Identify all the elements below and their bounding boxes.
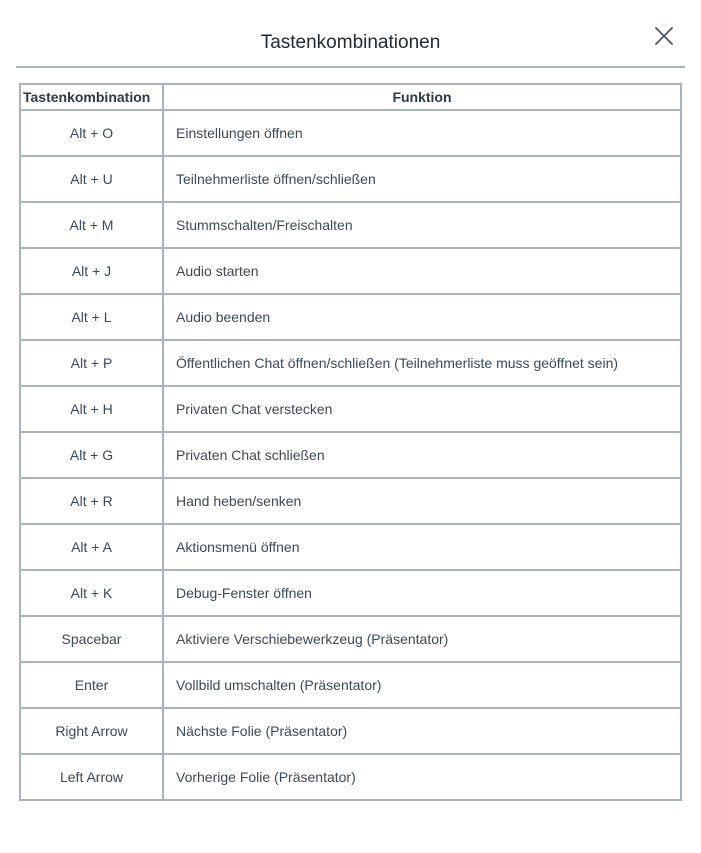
shortcut-key-cell: Alt + G [20, 432, 163, 478]
table-row [20, 708, 681, 754]
shortcut-function-cell: Einstellungen öffnen [163, 110, 681, 156]
dialog-title: Tastenkombinationen [260, 32, 441, 53]
table-row [20, 570, 681, 616]
shortcut-key-cell: Alt + O [20, 110, 163, 156]
table-body [20, 110, 681, 800]
shortcuts-table [19, 83, 682, 801]
shortcut-function-cell: Aktiviere Verschiebewerkzeug (Präsentator) [163, 616, 681, 662]
shortcut-key-cell: Alt + M [20, 202, 163, 248]
table-row [20, 616, 681, 662]
column-header-function: Funktion [163, 84, 681, 110]
shortcut-function-cell: Vollbild umschalten (Präsentator) [163, 662, 681, 708]
shortcut-function-cell: Aktionsmenü öffnen [163, 524, 681, 570]
table-header-row [20, 84, 681, 110]
table-row [20, 202, 681, 248]
table-row [20, 524, 681, 570]
table-row [20, 386, 681, 432]
shortcut-key-cell: Alt + L [20, 294, 163, 340]
table-row [20, 248, 681, 294]
table-row [20, 478, 681, 524]
table-row [20, 662, 681, 708]
shortcut-function-cell: Teilnehmerliste öffnen/schließen [163, 156, 681, 202]
table-row [20, 110, 681, 156]
shortcut-function-cell: Debug-Fenster öffnen [163, 570, 681, 616]
table-row [20, 294, 681, 340]
shortcut-function-cell: Öffentlichen Chat öffnen/schließen (Teilnehmerliste muss geöffnet sein) [163, 340, 681, 386]
shortcut-function-cell: Hand heben/senken [163, 478, 681, 524]
shortcut-key-cell: Alt + K [20, 570, 163, 616]
table-row [20, 156, 681, 202]
shortcut-key-cell: Enter [20, 662, 163, 708]
table-row [20, 340, 681, 386]
shortcut-function-cell: Audio starten [163, 248, 681, 294]
column-header-shortcut: Tastenkombination [20, 84, 163, 110]
shortcut-key-cell: Alt + A [20, 524, 163, 570]
shortcut-key-cell: Alt + R [20, 478, 163, 524]
shortcut-function-cell: Privaten Chat verstecken [163, 386, 681, 432]
shortcut-function-cell: Nächste Folie (Präsentator) [163, 708, 681, 754]
shortcut-key-cell: Alt + H [20, 386, 163, 432]
shortcut-key-cell: Right Arrow [20, 708, 163, 754]
dialog-header [16, 0, 685, 68]
shortcut-key-cell: Left Arrow [20, 754, 163, 800]
shortcut-key-cell: Alt + P [20, 340, 163, 386]
shortcut-key-cell: Alt + U [20, 156, 163, 202]
table-row [20, 432, 681, 478]
close-icon [651, 23, 677, 49]
shortcut-key-cell: Spacebar [20, 616, 163, 662]
shortcut-function-cell: Stummschalten/Freischalten [163, 202, 681, 248]
table-row [20, 754, 681, 800]
close-button[interactable] [651, 23, 677, 49]
shortcuts-table-container [19, 83, 680, 801]
shortcut-function-cell: Audio beenden [163, 294, 681, 340]
shortcut-key-cell: Alt + J [20, 248, 163, 294]
shortcut-function-cell: Privaten Chat schließen [163, 432, 681, 478]
shortcut-function-cell: Vorherige Folie (Präsentator) [163, 754, 681, 800]
